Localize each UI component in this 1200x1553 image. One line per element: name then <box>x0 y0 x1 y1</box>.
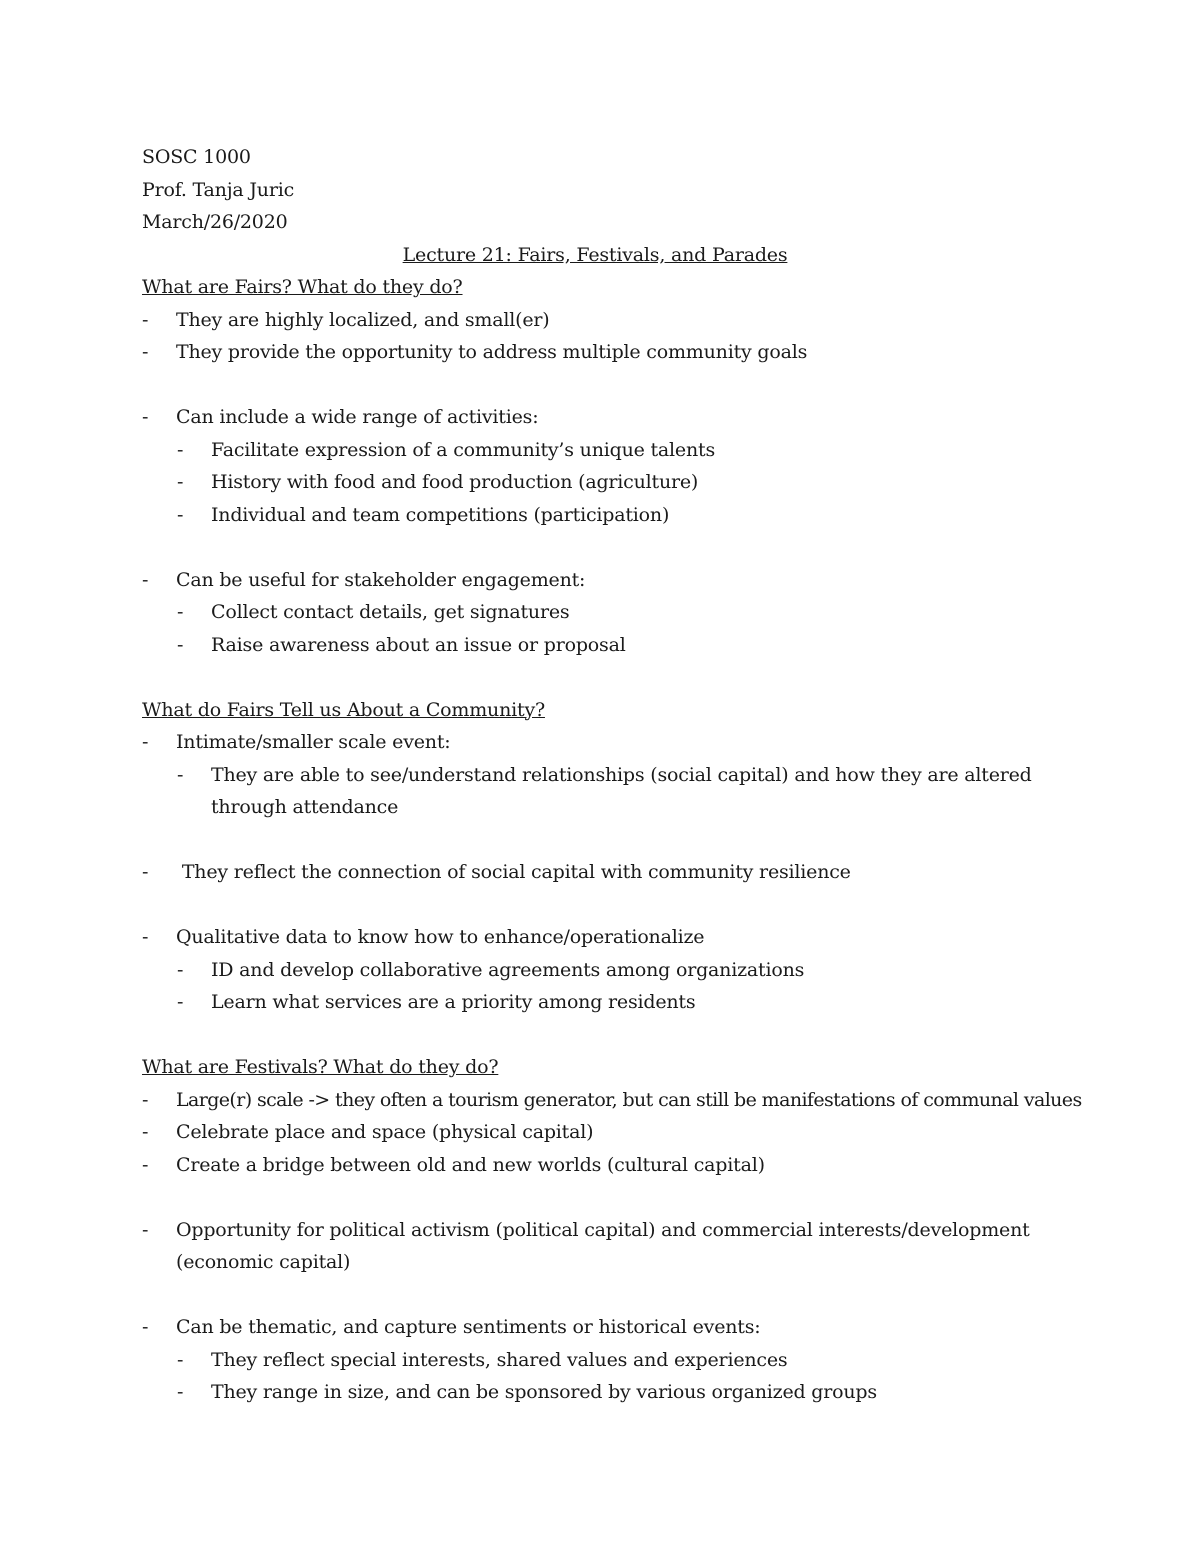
blank-line <box>142 824 1062 857</box>
bullet-text: Individual and team competitions (participation) <box>211 503 670 526</box>
bullet-text: Create a bridge between old and new worlds (cultural capital) <box>176 1153 765 1176</box>
sub-bullet-item <box>142 954 1062 987</box>
bullet-dash: - <box>177 503 184 526</box>
bullet-item <box>142 304 1062 337</box>
bullet-text: Qualitative data to know how to enhance/operationalize <box>176 926 705 948</box>
bullet-text: Can include a wide range of activities: <box>176 406 539 428</box>
bullet-text: Learn what services are a priority among residents <box>211 991 696 1013</box>
bullet-dash: - <box>142 926 149 948</box>
bullet-text: They are able to see/understand relationships (social capital) and how they are altered through attendance <box>211 763 1032 818</box>
bullet-item <box>142 1311 1062 1344</box>
professor-name: Prof. Tanja Juric <box>142 178 295 201</box>
bullet-item <box>142 1116 1062 1149</box>
sub-bullet-item <box>142 434 1062 467</box>
bullet-text: Collect contact details, get signatures <box>211 601 570 623</box>
bullet-item <box>142 1084 1082 1117</box>
blank-line <box>142 369 1062 402</box>
blank-line <box>142 1181 1062 1214</box>
bullet-text: Intimate/smaller scale event: <box>176 731 451 753</box>
bullet-item <box>142 336 1062 369</box>
bullet-dash: - <box>142 308 149 331</box>
blank-line <box>142 1019 1062 1052</box>
bullet-text: ID and develop collaborative agreements among organizations <box>211 958 805 981</box>
bullet-item <box>142 401 1062 434</box>
bullet-dash: - <box>177 471 184 493</box>
document-page <box>142 141 1082 1409</box>
bullet-item <box>142 856 1062 889</box>
bullet-dash: - <box>142 1316 149 1338</box>
bullet-text: They range in size, and can be sponsored by various organized groups <box>211 1381 877 1403</box>
bullet-item <box>142 1214 1062 1279</box>
bullet-dash: - <box>142 406 149 428</box>
sub-bullet-item <box>142 629 1062 662</box>
bullet-item <box>142 1149 1062 1182</box>
section-heading-festivals: What are Festivals? What do they do? <box>142 1056 499 1078</box>
section-heading-fairs: What are Fairs? What do they do? <box>142 276 463 298</box>
bullet-dash: - <box>142 731 149 753</box>
bullet-text: Celebrate place and space (physical capital) <box>176 1121 594 1143</box>
blank-line <box>142 889 1062 922</box>
bullet-dash: - <box>142 568 149 591</box>
sub-bullet-item <box>142 466 1062 499</box>
bullet-dash: - <box>142 861 149 883</box>
bullet-text: Raise awareness about an issue or proposal <box>211 633 626 656</box>
bullet-dash: - <box>177 763 184 786</box>
bullet-dash: - <box>177 438 184 461</box>
bullet-text: Opportunity for political activism (political capital) and commercial interests/development (economic capital) <box>176 1218 1030 1273</box>
bullet-dash: - <box>177 958 184 981</box>
course-code: SOSC 1000 <box>142 146 251 168</box>
bullet-dash: - <box>177 601 184 623</box>
bullet-dash: - <box>177 1381 184 1403</box>
blank-line <box>142 531 1062 564</box>
section-heading-community: What do Fairs Tell us About a Community? <box>142 698 545 721</box>
bullet-dash: - <box>177 991 184 1013</box>
bullet-text: Can be useful for stakeholder engagement: <box>176 568 586 591</box>
blank-line <box>142 1279 1062 1312</box>
blank-line <box>142 661 1062 694</box>
bullet-dash: - <box>177 1348 184 1371</box>
lecture-date: March/26/2020 <box>142 211 288 233</box>
lecture-title: Lecture 21: Fairs, Festivals, and Parades <box>402 243 788 266</box>
bullet-text: Facilitate expression of a community’s unique talents <box>211 438 715 461</box>
bullet-text: They provide the opportunity to address multiple community goals <box>176 341 808 363</box>
bullet-item <box>142 564 1062 597</box>
bullet-text: They reflect special interests, shared values and experiences <box>211 1348 788 1371</box>
bullet-item <box>142 921 1062 954</box>
bullet-item <box>142 726 1062 759</box>
bullet-dash: - <box>142 1153 149 1176</box>
bullet-text: Can be thematic, and capture sentiments or historical events: <box>176 1316 761 1338</box>
sub-bullet-item <box>142 1376 1062 1409</box>
bullet-text: They are highly localized, and small(er) <box>176 308 550 331</box>
bullet-dash: - <box>142 341 149 363</box>
bullet-dash: - <box>177 633 184 656</box>
bullet-dash: - <box>142 1218 149 1241</box>
bullet-text: They reflect the connection of social capital with community resilience <box>176 861 851 883</box>
bullet-text: Large(r) scale -> they often a tourism generator, but can still be manifestations of communal values <box>176 1088 1082 1111</box>
sub-bullet-item <box>142 759 1062 824</box>
sub-bullet-item <box>142 986 1062 1019</box>
sub-bullet-item <box>142 499 1062 532</box>
bullet-dash: - <box>142 1121 149 1143</box>
sub-bullet-item <box>142 596 1062 629</box>
sub-bullet-item <box>142 1344 1062 1377</box>
bullet-dash: - <box>142 1088 149 1111</box>
bullet-text: History with food and food production (agriculture) <box>211 471 699 493</box>
